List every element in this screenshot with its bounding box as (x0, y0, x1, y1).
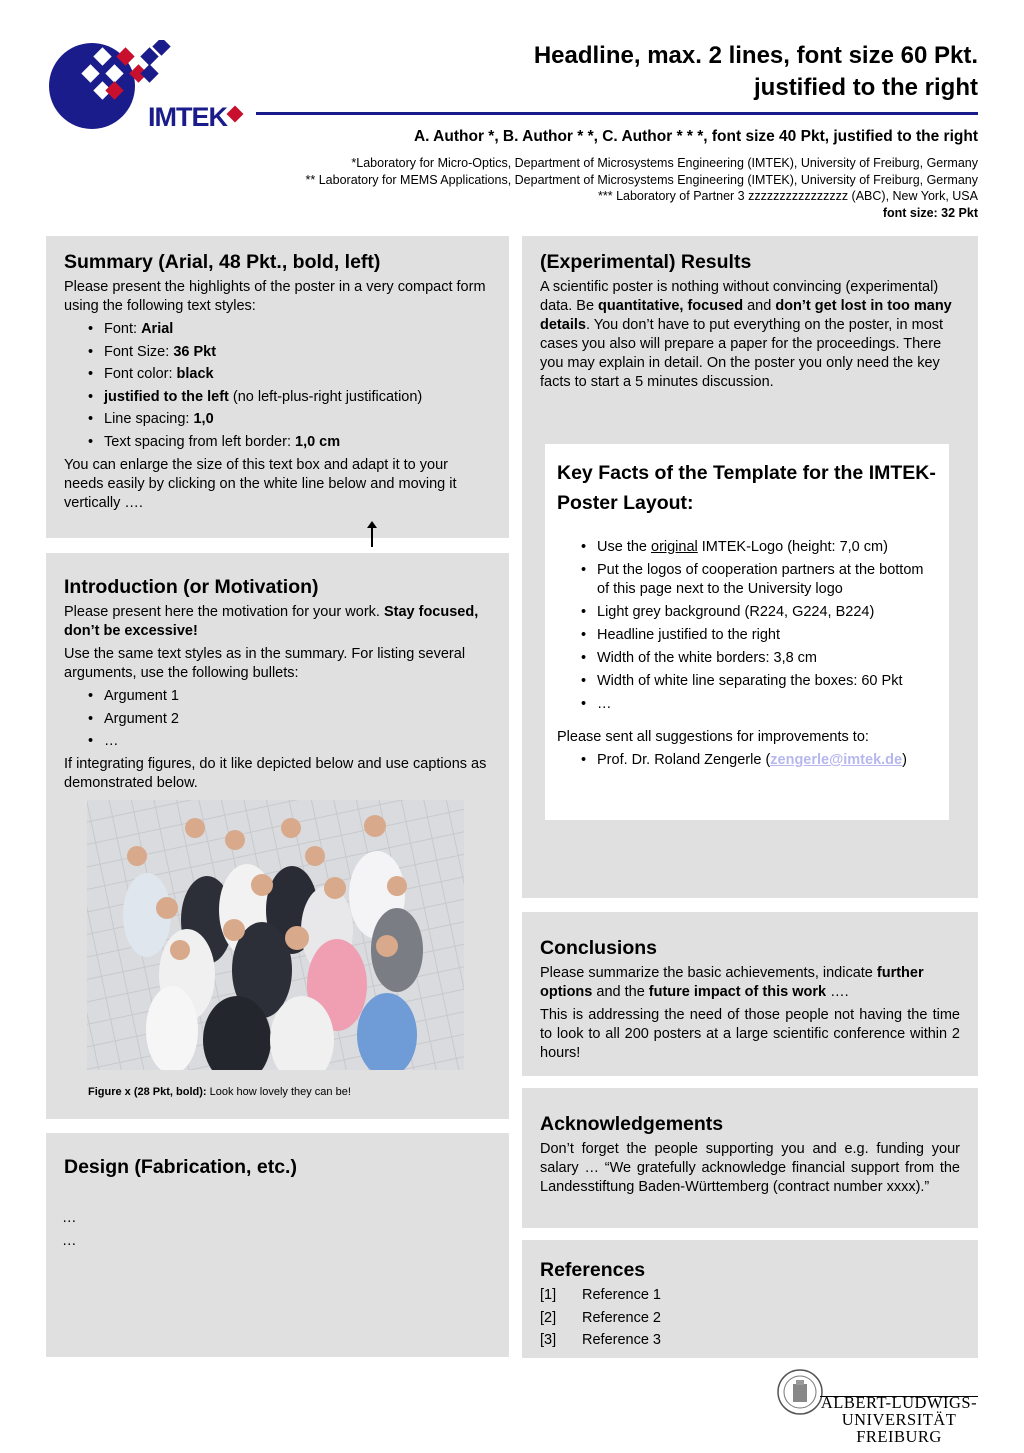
summary-box (46, 236, 509, 538)
conclusions-title: Conclusions (540, 937, 658, 959)
contact-list (581, 751, 937, 770)
logo-text: IMTEK (148, 102, 227, 132)
acknowledgements-box (522, 1088, 978, 1228)
poster-headline (418, 40, 978, 104)
affiliation-1: *Laboratory for Micro-Optics, Department of Microsystems Engineering (IMTEK), University of Freiburg, Germany (351, 156, 978, 170)
list-item: • Width of white line separating the boxes: 60 Pkt (581, 672, 937, 691)
list-item: • Font color: black (88, 365, 491, 384)
university-name: ALBERT-LUDWIGS- UNIVERSITÄT FREIBURG (820, 1393, 978, 1446)
arrow-up-icon (366, 521, 378, 549)
results-title: (Experimental) Results (540, 251, 752, 273)
references-box (522, 1240, 978, 1358)
introduction-title: Introduction (or Motivation) (64, 576, 319, 598)
introduction-p3: If integrating figures, do it like depicted below and use captions as demonstrated below. (64, 756, 487, 791)
references-title: References (540, 1259, 646, 1281)
affiliation-font-note: font size: 32 Pkt (882, 205, 978, 220)
imtek-logo (46, 40, 246, 132)
list-item: • Argument 2 (88, 710, 491, 729)
introduction-p2: Use the same text styles as in the summary. For listing several arguments, use the following bullets: (64, 646, 466, 681)
results-text: A scientific poster is nothing without convincing (experimental) data. Be quantitative, focused and don’t get lost in too many details. You don’t have to put everything on the poster, in most cases you also will prepare a paper for the proceedings. There you may explain in detail. On the poster you only need the key facts to start a 5 minutes discussion. (540, 279, 952, 390)
reference-row: [3] Reference 3 (540, 1332, 661, 1348)
affiliation-2: ** Laboratory for MEMS Applications, Department of Microsystems Engineering (IMTEK), University of Freiburg, Germany (305, 172, 978, 187)
introduction-bullets (88, 687, 491, 751)
list-item: • Width of the white borders: 3,8 cm (581, 649, 937, 668)
figure-caption: Figure x (28 Pkt, bold): Look how lovely they can be! (88, 1086, 351, 1098)
list-item: • Light grey background (R224, G224, B224) (581, 603, 937, 622)
summary-outro: You can enlarge the size of this text box and adapt it to your needs easily by clicking on the white line below and moving it vertically …. (64, 456, 457, 511)
reference-row: [2] Reference 2 (540, 1309, 661, 1326)
university-seal-icon (776, 1368, 824, 1416)
list-item: • Use the original IMTEK-Logo (height: 7,0 cm) (581, 538, 937, 557)
summary-intro: Please present the highlights of the poster in a very compact form using the following text styles: (64, 279, 486, 314)
list-item: • Line spacing: 1,0 (88, 410, 491, 429)
conclusions-p1: Please summarize the basic achievements, indicate further options and the future impact of this work …. (540, 965, 924, 1000)
summary-title: Summary (Arial, 48 Pkt., bold, left) (64, 251, 381, 273)
design-line-2: … (62, 1233, 77, 1249)
key-facts-title: Key Facts of the Template for the IMTEK-Poster Layout: (557, 462, 936, 514)
affiliations (158, 155, 978, 221)
conclusions-box (522, 912, 978, 1076)
headline-line-1: Headline, max. 2 lines, font size 60 Pkt. (533, 42, 978, 69)
headline-line-2: justified to the right (754, 74, 978, 101)
introduction-p1: Please present here the motivation for your work. Stay focused, don’t be excessive! (64, 604, 479, 639)
list-item: • Prof. Dr. Roland Zengerle (zengerle@imtek.de) (581, 751, 937, 770)
design-box (46, 1133, 509, 1357)
university-logo (776, 1366, 978, 1446)
header-rule (256, 112, 978, 115)
contact-email-link[interactable]: zengerle@imtek.de (770, 752, 903, 768)
list-item: • Argument 1 (88, 687, 491, 706)
list-item: • Put the logos of cooperation partners at the bottom of this page next to the University logo (581, 561, 937, 599)
group-photo (87, 800, 464, 1070)
affiliation-3: *** Laboratory of Partner 3 zzzzzzzzzzzzzzzz (ABC), New York, USA (598, 189, 978, 204)
design-line-1: … (62, 1210, 77, 1226)
key-facts-box (545, 444, 949, 820)
list-item: • Font Size: 36 Pkt (88, 343, 491, 362)
acknowledgements-title: Acknowledgements (540, 1113, 724, 1135)
list-item: • justified to the left (no left-plus-right justification) (88, 388, 491, 407)
list-item: • … (88, 732, 491, 751)
list-item: • Headline justified to the right (581, 626, 937, 645)
authors: A. Author *, B. Author * *, C. Author * * *, font size 40 Pkt, justified to the right (413, 128, 978, 145)
list-item: • Text spacing from left border: 1,0 cm (88, 433, 491, 452)
acknowledgements-text: Don’t forget the people supporting you and e.g. funding your salary … “We gratefully acknowledge financial support from the Landesstiftung Baden-Württemberg (contract number xxxx).” (540, 1141, 960, 1195)
summary-list (88, 320, 491, 452)
list-item: • … (581, 695, 937, 714)
suggestions-text: Please sent all suggestions for improvements to: (557, 729, 869, 745)
conclusions-p2: This is addressing the need of those people not having the time to look to all 200 posters at a large scientific conference within 2 hours! (540, 1007, 960, 1061)
design-title: Design (Fabrication, etc.) (64, 1156, 297, 1178)
key-facts-list (581, 538, 937, 714)
reference-row: [1] Reference 1 (540, 1287, 661, 1303)
list-item: • Font: Arial (88, 320, 491, 339)
